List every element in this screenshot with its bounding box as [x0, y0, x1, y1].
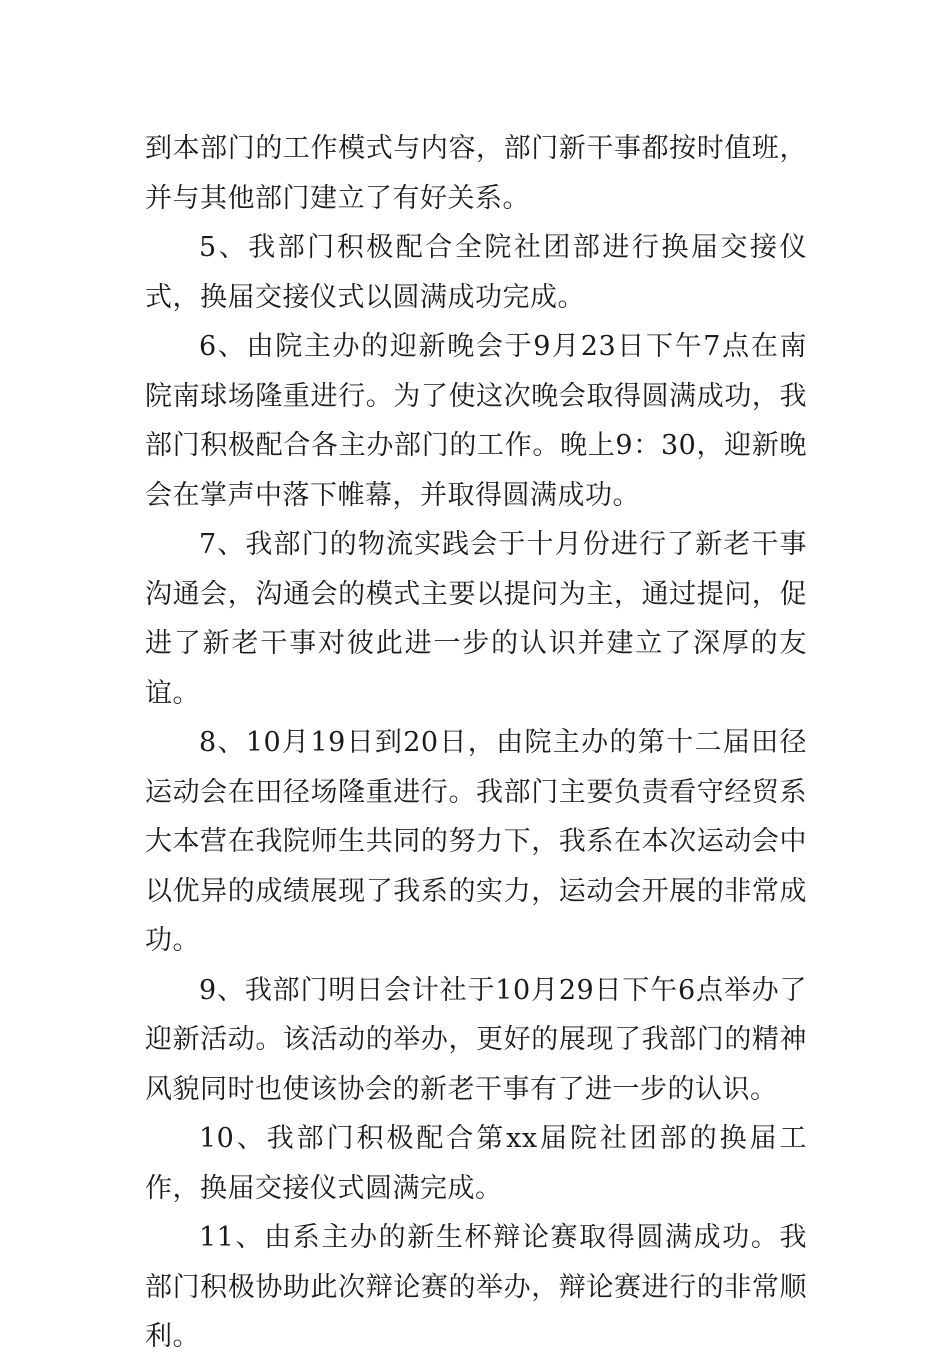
paragraph-continuation: 到本部门的工作模式与内容，部门新干事都按时值班，并与其他部门建立了有好关系。	[145, 133, 807, 214]
paragraph-item-7: 7、我部门的物流实践会于十月份进行了新老干事沟通会，沟通会的模式主要以提问为主，通过提问，促进了新老干事对彼此进一步的认识并建立了深厚的友谊。	[145, 529, 807, 709]
paragraph-item-10: 10、我部门积极配合第xx届院社团部的换届工作，换届交接仪式圆满完成。	[145, 1123, 807, 1204]
paragraph-item-9: 9、我部门明日会计社于10月29日下午6点举办了迎新活动。该活动的举办，更好的展现了我部门的精神风貌同时也使该协会的新老干事有了进一步的认识。	[145, 974, 807, 1105]
document-body	[145, 124, 807, 1362]
paragraph-item-8: 8、10月19日到20日，由院主办的第十二届田径运动会在田径场隆重进行。我部门主要负责看守经贸系大本营在我院师生共同的努力下，我系在本次运动会中以优异的成绩展现了我系的实力，运动会开展的非常成功。	[145, 727, 807, 956]
paragraph-item-11: 11、由系主办的新生杯辩论赛取得圆满成功。我部门积极协助此次辩论赛的举办，辩论赛进行的非常顺利。	[145, 1222, 807, 1352]
paragraph-item-6: 6、由院主办的迎新晚会于9月23日下午7点在南院南球场隆重进行。为了使这次晚会取得圆满成功，我部门积极配合各主办部门的工作。晚上9：30，迎新晚会在掌声中落下帷幕，并取得圆满成功。	[145, 331, 807, 511]
paragraph-item-5: 5、我部门积极配合全院社团部进行换届交接仪式，换届交接仪式以圆满成功完成。	[145, 232, 807, 313]
